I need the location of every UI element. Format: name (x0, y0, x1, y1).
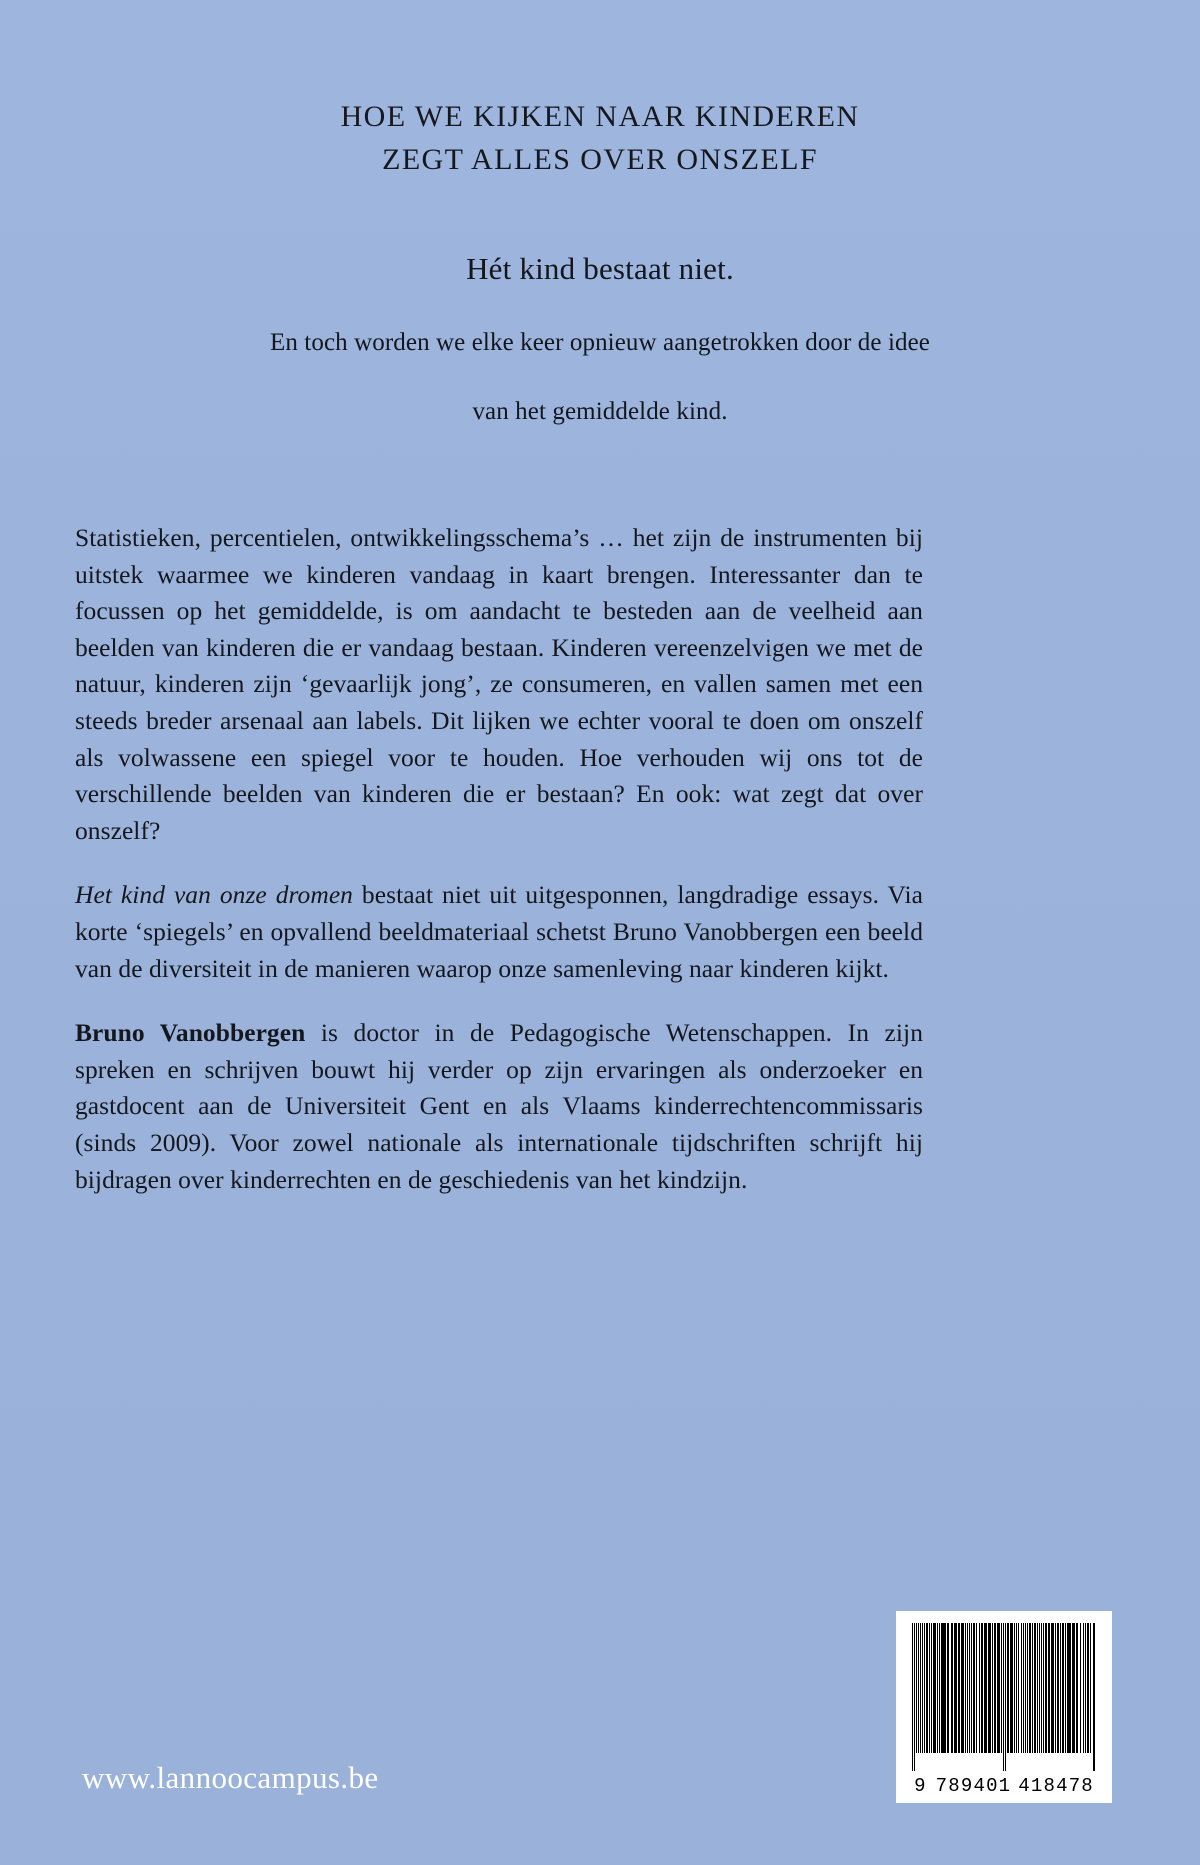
publisher-website[interactable]: www.lannoocampus.be (82, 1760, 379, 1795)
blurb-paragraph-3 (75, 1015, 923, 1198)
author-name: Bruno Vanobbergen (75, 1018, 306, 1048)
isbn-group-left: 789401 (935, 1775, 1012, 1797)
headline-line-2: ZEGT ALLES OVER ONSZELF (382, 142, 818, 176)
blurb-paragraph-1: Statistieken, percentielen, ontwikkelingsschema’s … het zijn de instrumenten bij uitstek waarmee we kinderen vandaag in kaart brengen. Interessanter dan te focussen op het gemiddelde, is om aandacht te besteden aan de veelheid aan beelden van kinderen die er vandaag bestaan. Kinderen vereenzelvigen we met de natuur, kinderen zijn ‘gevaarlijk jong’, ze consumeren, en vallen samen met een steeds breder arsenaal aan labels. Dit lijken we echter vooral te doen om onszelf als volwassene een spiegel voor te houden. Hoe verhouden wij ons tot de verschillende beelden van kinderen die er bestaan? En ook: wat zegt dat over onszelf? (75, 523, 923, 845)
blurb-text (75, 520, 923, 1198)
cover-tagline (0, 250, 1200, 428)
isbn-barcode (896, 1611, 1112, 1803)
headline-line-1: HOE WE KIJKEN NAAR KINDEREN (340, 100, 860, 133)
isbn-group-right: 418478 (1018, 1775, 1094, 1797)
tagline-line-3: van het gemiddelde kind. (472, 398, 728, 426)
book-title-italic: Het kind van onze dromen (75, 880, 353, 910)
tagline-line-2: En toch worden we elke keer opnieuw aangetrokken door de idee (269, 329, 930, 357)
isbn-lead-digit: 9 (914, 1775, 927, 1797)
blurb-paragraph-2-rest: bestaat niet uit uitgesponnen, langdradige essays. Via korte ‘spiegels’ en opvallend beeldmateriaal schetst Bruno Vanobbergen een beeld van de diversiteit in de manieren waarop onze samenleving naar kinderen kijkt. (75, 880, 923, 983)
blurb-paragraph-2 (75, 877, 923, 987)
barcode-bars (906, 1623, 1102, 1771)
tagline-line-1: Hét kind bestaat niet. (466, 251, 734, 286)
blurb-paragraph-3-rest: is doctor in de Pedagogische Wetenschappen. In zijn spreken en schrijven bouwt hij verder op zijn ervaringen als onderzoeker en gastdocent aan de Universiteit Gent en als Vlaams kinderrechtencommissaris (sinds 2009). Voor zowel nationale als internationale tijdschriften schrijft hij bijdragen over kinderrechten en de geschiedenis van het kindzijn. (75, 1018, 923, 1194)
cover-headline (0, 96, 1200, 181)
isbn-digits (906, 1771, 1102, 1797)
barcode-bar (1094, 1623, 1095, 1771)
